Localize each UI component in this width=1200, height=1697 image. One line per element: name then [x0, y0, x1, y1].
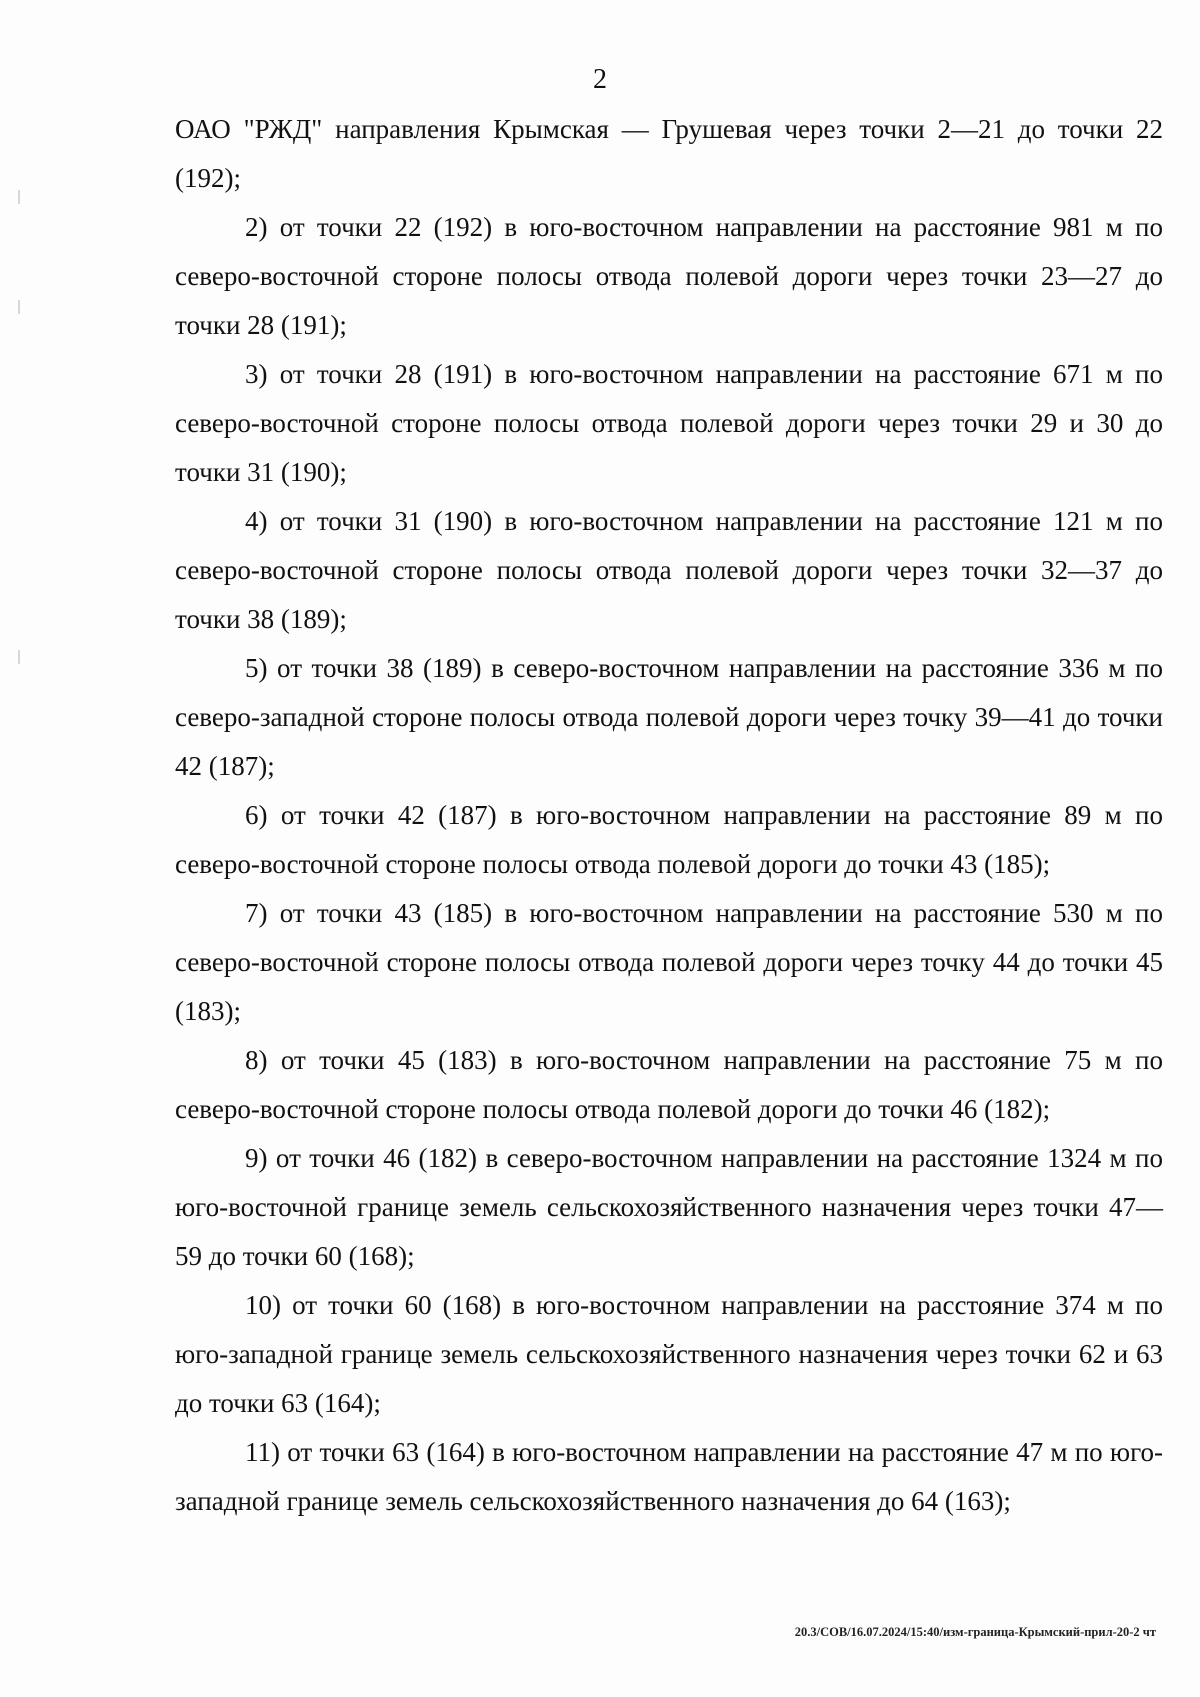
paragraph-continuation: ОАО "РЖД" направления Крымская — Грушевая через точки 2—21 до точки 22 (192); — [175, 114, 1163, 193]
paragraph-item-7: 7) от точки 43 (185) в юго-восточном направлении на расстояние 530 м по северо-восточной стороне полосы отвода полевой дороги через точку 44 до точки 45 (183); — [175, 898, 1163, 1026]
paragraph-item-8: 8) от точки 45 (183) в юго-восточном направлении на расстояние 75 м по северо-восточной стороне полосы отвода полевой дороги до точки 46 (182); — [175, 1045, 1163, 1124]
document-footer-code: 20.3/СОВ/16.07.2024/15:40/изм-граница-Крымский-прил-20-2 чт — [794, 1625, 1156, 1639]
scan-artifact — [18, 190, 20, 204]
paragraph-item-11: 11) от точки 63 (164) в юго-восточном направлении на расстояние 47 м по юго-западной границе земель сельскохозяйственного назначения до 64 (163); — [175, 1437, 1163, 1516]
paragraph-item-9: 9) от точки 46 (182) в северо-восточном направлении на расстояние 1324 м по юго-восточной границе земель сельскохозяйственного назначения через точки 47—59 до точки 60 (168); — [175, 1143, 1163, 1271]
scan-artifact — [18, 300, 20, 314]
paragraph-item-5: 5) от точки 38 (189) в северо-восточном направлении на расстояние 336 м по северо-западной стороне полосы отвода полевой дороги через точку 39—41 до точки 42 (187); — [175, 653, 1163, 781]
paragraph-item-10: 10) от точки 60 (168) в юго-восточном направлении на расстояние 374 м по юго-западной границе земель сельскохозяйственного назначения через точки 62 и 63 до точки 63 (164); — [175, 1290, 1163, 1418]
paragraph-item-4: 4) от точки 31 (190) в юго-восточном направлении на расстояние 121 м по северо-восточной стороне полосы отвода полевой дороги через точки 32—37 до точки 38 (189); — [175, 506, 1163, 634]
scan-artifact — [18, 650, 20, 664]
paragraph-item-3: 3) от точки 28 (191) в юго-восточном направлении на расстояние 671 м по северо-восточной стороне полосы отвода полевой дороги через точки 29 и 30 до точки 31 (190); — [175, 359, 1163, 487]
page-number: 2 — [593, 64, 607, 95]
paragraph-item-6: 6) от точки 42 (187) в юго-восточном направлении на расстояние 89 м по северо-восточной стороне полосы отвода полевой дороги до точки 43 (185); — [175, 800, 1163, 879]
paragraph-item-2: 2) от точки 22 (192) в юго-восточном направлении на расстояние 981 м по северо-восточной стороне полосы отвода полевой дороги через точки 23—27 до точки 28 (191); — [175, 212, 1163, 340]
document-body — [175, 105, 1163, 1526]
